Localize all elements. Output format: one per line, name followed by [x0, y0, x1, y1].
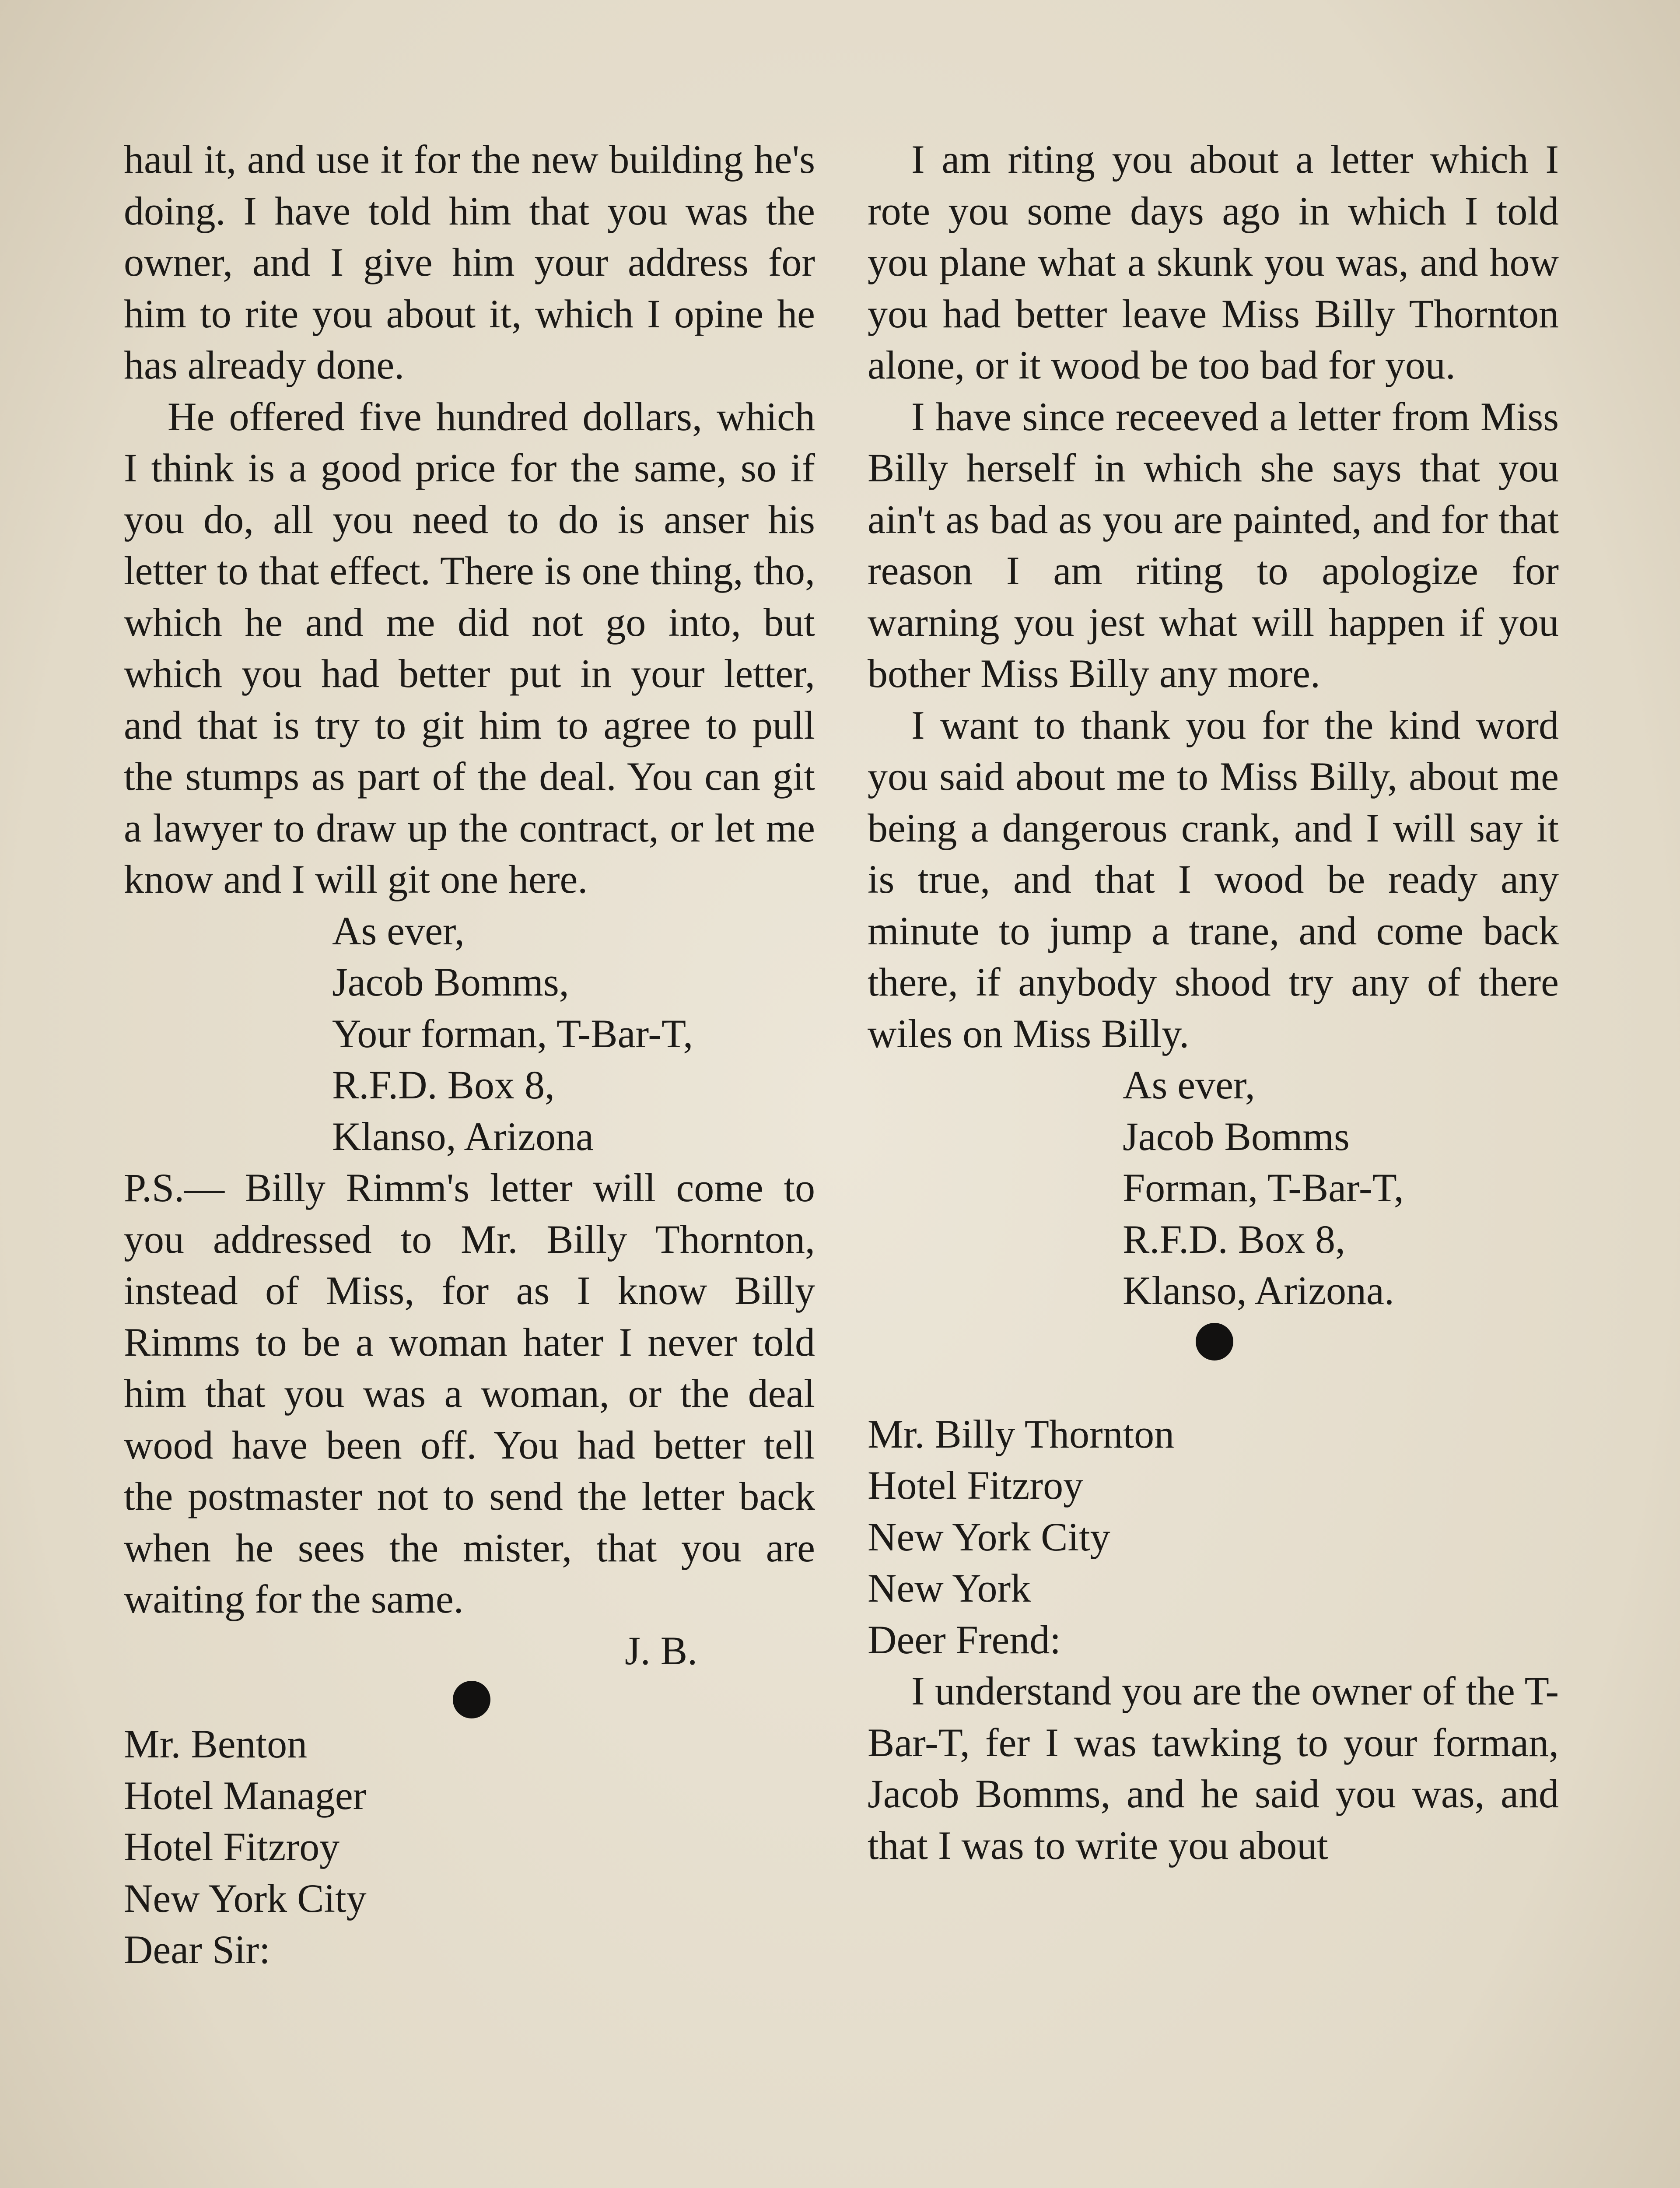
address-line: New York City: [124, 1876, 367, 1921]
right-sign-off: [868, 1059, 1559, 1317]
section-divider-bullet: [453, 1681, 490, 1718]
salutation: Dear Sir:: [124, 1927, 270, 1972]
sign-off-line: R.F.D. Box 8,: [332, 1062, 555, 1107]
sign-off-line: As ever,: [332, 908, 465, 953]
address-line: Mr. Billy Thornton: [868, 1411, 1175, 1456]
postscript: P.S.— Billy Rimm's letter will come to you addressed to Mr. Billy Thornton, instead of Miss, for as I know Billy Rimms to be a woman hater I never told him that you was a woman, or the deal wood have been off. You had better tell the postmaster not to send the letter back when he sees the mister, that you are waiting for the same.: [124, 1165, 815, 1621]
right-address-block: [868, 1409, 1559, 1666]
address-line: New York City: [868, 1514, 1110, 1559]
sign-off-line: Jacob Bomms: [1123, 1114, 1350, 1159]
address-line: Hotel Fitzroy: [124, 1824, 340, 1869]
left-column: [124, 134, 815, 1976]
address-line: New York: [868, 1566, 1031, 1610]
right-paragraph-2: I have since receeved a letter from Miss Billy herself in which she says that you ain't as bad as you are painted, and for that reason I am riting to apologize for warning you jest what will happen if you bother Miss Billy any more.: [868, 394, 1559, 696]
address-line: Hotel Fitzroy: [868, 1463, 1084, 1508]
sign-off-line: Forman, T-Bar-T,: [1123, 1165, 1404, 1210]
sign-off-line: Klanso, Arizona: [332, 1114, 594, 1159]
left-paragraph-1: haul it, and use it for the new building he's doing. I have told him that you was the owner, and I give him your address for him to rite you about it, which I opine he has already done.: [124, 137, 815, 387]
sign-off-line: Jacob Bomms,: [332, 960, 569, 1004]
right-paragraph-4: I understand you are the owner of the T-Bar-T, fer I was tawking to your forman, Jacob Bomms, and he said you was, and that I was to write you about: [868, 1669, 1559, 1868]
sign-off-line: As ever,: [1123, 1062, 1255, 1107]
sign-off-line: Your forman, T-Bar-T,: [332, 1011, 693, 1056]
right-column: [868, 134, 1559, 1871]
address-line: Hotel Manager: [124, 1773, 367, 1818]
address-line: Mr. Benton: [124, 1722, 308, 1766]
sign-off-line: R.F.D. Box 8,: [1123, 1217, 1345, 1262]
right-paragraph-3: I want to thank you for the kind word you said about me to Miss Billy, about me being a dangerous crank, and I will say it is true, and that I wood be ready any minute to jump a trane, and come back there, if anybody shood try any of there wiles on Miss Billy.: [868, 702, 1559, 1056]
left-paragraph-2: He offered five hundred dollars, which I think is a good price for the same, so if you do, all you need to do is anser his letter to that effect. There is one thing, tho, which he and me did not go into, but which you had better put in your letter, and that is try to git him to agree to pull the stumps as part of the deal. You can git a lawyer to draw up the contract, or let me know and I will git one here.: [124, 394, 815, 901]
sign-off-line: Klanso, Arizona.: [1123, 1268, 1394, 1313]
section-divider-bullet: [1196, 1323, 1233, 1360]
left-sign-off: [124, 905, 815, 1163]
left-address-block: [124, 1718, 815, 1976]
right-paragraph-1: I am riting you about a letter which I rote you some days ago in which I told you plane what a skunk you was, and how you had better leave Miss Billy Thornton alone, or it wood be too bad for you.: [868, 137, 1559, 387]
initials: J. B.: [625, 1628, 698, 1673]
salutation: Deer Frend:: [868, 1617, 1061, 1662]
